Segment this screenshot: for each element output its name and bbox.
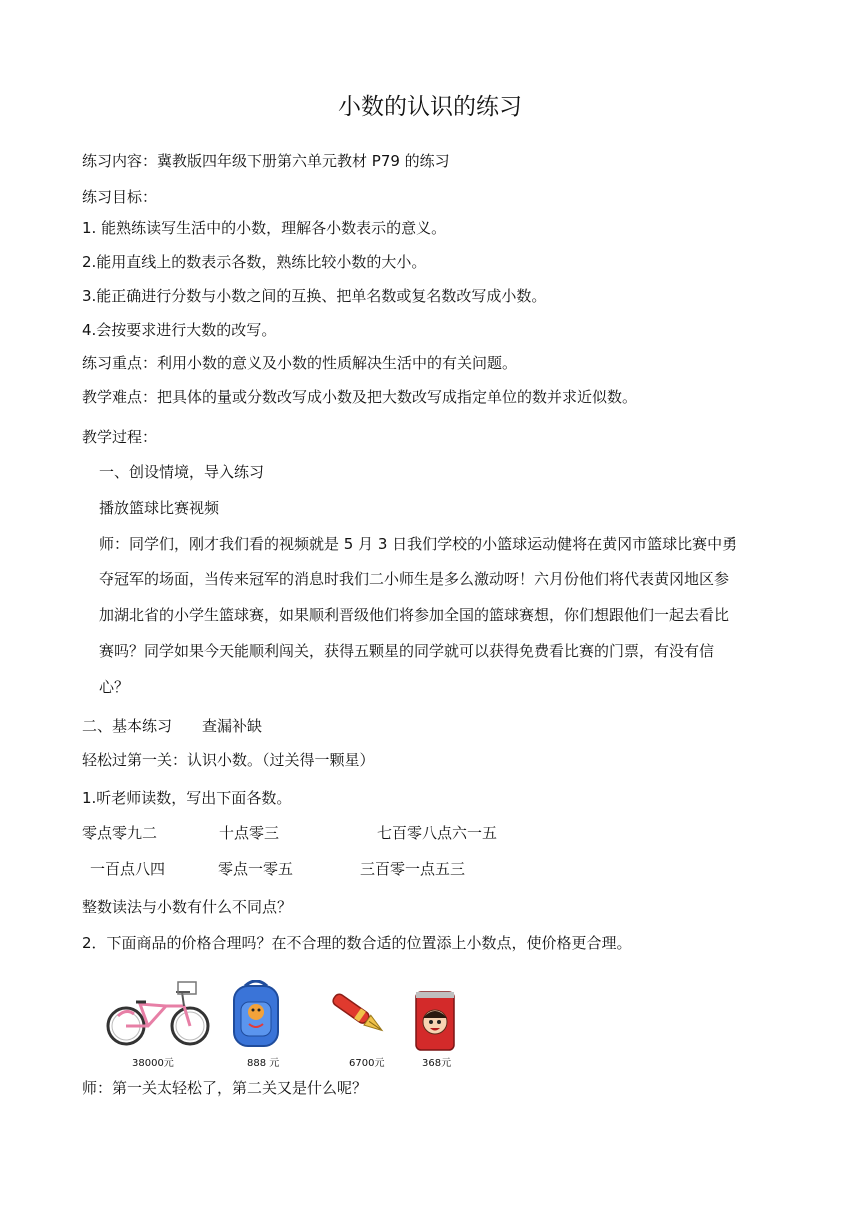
question-1-compare: 整数读法与小数有什么不同点？ [82,898,293,916]
section-2-heading: 二、基本练习 查漏补缺 [82,717,263,735]
price-label: 6700元 [349,1058,385,1069]
product-pen [327,990,393,1073]
product-drink-can [413,990,463,1073]
closing-line: 师：第一关太轻松了，第二关又是什么呢？ [82,1079,368,1097]
process-heading: 教学过程： [82,428,158,446]
question-2: 2．下面商品的价格合理吗？在不合理的数合适的位置添上小数点，使价格更合理。 [82,934,632,952]
numbers-row-2 [0,859,860,879]
price-label: 368元 [422,1058,452,1069]
goal-heading: 练习目标： [82,188,158,206]
product-bicycle [104,978,214,1073]
section-1-heading: 一、创设情境，导入练习 [99,463,265,481]
paragraph-line-1: 师：同学们，刚才我们看的视频就是 5 月 3 日我们学校的小篮球运动健将在黄冈市篮球比赛中勇 [99,535,738,553]
numbers-row-1 [0,823,860,843]
price-label: 38000元 [132,1058,174,1069]
goal-item-1: 1. 能熟练读写生活中的小数，理解各小数表示的意义。 [82,219,447,237]
number-word: 七百零八点六一五 [377,824,498,842]
drink-can-icon [413,990,457,1052]
paragraph-line-4: 赛吗？同学如果今天能顺利闯关，获得五颗星的同学就可以获得免费看比赛的门票，有没有信 [99,642,715,660]
number-word: 十点零三 [219,824,280,842]
fountain-pen-icon [327,990,393,1040]
difficulty-line: 教学难点：把具体的量或分数改写成小数及把大数改写成指定单位的数并求近似数。 [82,388,638,406]
number-word: 一百点八四 [90,860,166,878]
level-1-line: 轻松过第一关：认识小数。（过关得一颗星） [82,751,375,769]
number-word: 三百零一点五三 [360,860,466,878]
goal-item-3: 3.能正确进行分数与小数之间的互换、把单名数或复名数改写成小数。 [82,287,547,305]
goal-item-4: 4.会按要求进行大数的改写。 [82,321,277,339]
price-label: 888 元 [247,1058,280,1069]
bicycle-icon [104,978,214,1052]
backpack-icon [229,980,283,1052]
page-title: 小数的认识的练习 [338,94,522,120]
play-video-line: 播放篮球比赛视频 [99,499,220,517]
number-word: 零点零九二 [82,824,158,842]
focus-line: 练习重点：利用小数的意义及小数的性质解决生活中的有关问题。 [82,354,518,372]
paragraph-line-2: 夺冠军的场面，当传来冠军的消息时我们二小师生是多么激动呀！六月份他们将代表黄冈地区参 [99,570,730,588]
product-backpack [229,980,289,1073]
goal-item-2: 2.能用直线上的数表示各数，熟练比较小数的大小。 [82,253,427,271]
content-line: 练习内容：冀教版四年级下册第六单元教材 P79 的练习 [82,152,450,170]
paragraph-line-5: 心？ [99,678,130,696]
question-1: 1.听老师读数，写出下面各数。 [82,789,292,807]
number-word: 零点一零五 [218,860,294,878]
paragraph-line-3: 加湖北省的小学生篮球赛，如果顺利晋级他们将参加全国的篮球赛想，你们想跟他们一起去看比 [99,606,730,624]
